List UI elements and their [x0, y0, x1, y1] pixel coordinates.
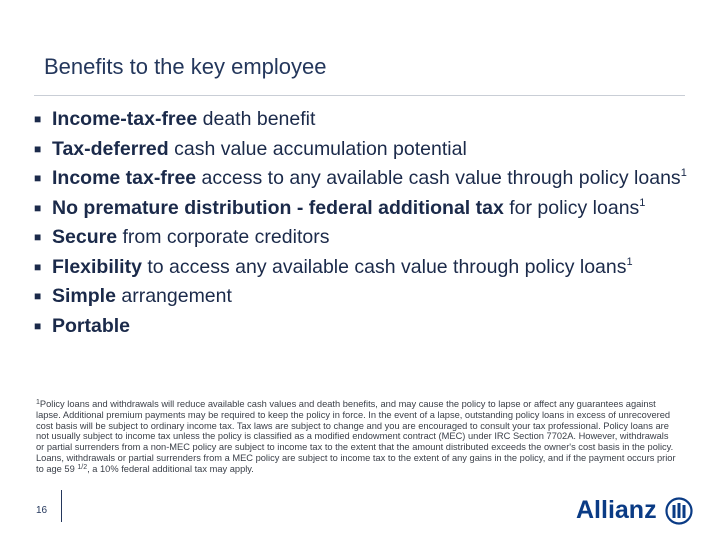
brand-name: Allianz — [576, 496, 657, 524]
bullet-text: arrangement — [115, 285, 232, 307]
bullet-marker-icon: ■ — [34, 318, 42, 333]
bullet-item — [34, 135, 704, 165]
bullet-text: death benefit — [197, 108, 316, 130]
page-number-divider — [61, 490, 62, 522]
bullet-text: from corporate creditors — [117, 226, 330, 248]
bullet-bold: Tax-deferred — [52, 137, 169, 160]
allianz-eagle-icon — [665, 497, 693, 525]
bullet-bold: Simple — [52, 285, 116, 307]
brand-logo — [576, 496, 693, 525]
footnote-marker: 1 — [36, 399, 40, 406]
bullet-text: for policy loans — [503, 196, 640, 219]
bullet-item — [34, 312, 704, 342]
bullet-bold: Secure — [52, 226, 118, 248]
page-number: 16 — [36, 505, 48, 516]
bullet-item — [34, 105, 704, 135]
bullet-marker-icon: ■ — [34, 141, 42, 156]
bullet-item — [34, 253, 704, 283]
bullet-text: access to any available cash value through policy loans — [196, 167, 681, 189]
bullet-bold: Income tax-free — [52, 167, 197, 189]
bullet-item — [34, 164, 704, 194]
bullet-marker-icon: ■ — [34, 112, 42, 126]
slide-title: Benefits to the key employee — [44, 54, 327, 79]
bullet-text: cash value accumulation potential — [168, 137, 467, 160]
age-fraction: 1/2 — [77, 463, 88, 471]
footnote-text: Policy loans and withdrawals will reduce available cash values and death benefits, and may cause the policy to lapse or affect any guarantees against lapse. Additional premium payments may be required to keep the policy in force. In the event of a lapse, outstanding policy loans in excess of unrecovered cost basis will be subject to ordinary income tax. Tax laws are subject to change and you are encouraged to consult your tax professional. Policy loans are not usually subject to income tax unless the policy is classified as a modified endowment contract (MEC) under IRC Section 7702A. However, withdrawals or partial surrenders from a non-MEC policy are subject to income tax to the extent that the amount distributed exceeds the owner's cost basis in the policy. Loans, withdrawals or partial surrenders from a MEC policy are subject to income tax to the extent of any gains in the policy, and if the payment occurs prior to age 59 — [36, 399, 676, 474]
bullet-bold: No premature distribution - federal additional tax — [52, 196, 504, 219]
bullet-bold: Income-tax-free — [52, 108, 198, 130]
bullet-marker-icon: ■ — [34, 200, 42, 215]
footnote-ref: 1 — [626, 255, 633, 268]
bullet-bold: Portable — [52, 314, 131, 337]
bullet-marker-icon: ■ — [34, 230, 42, 244]
benefits-list — [34, 105, 704, 341]
footnote-ref: 1 — [680, 167, 687, 179]
bullet-item — [34, 282, 704, 312]
bullet-item — [34, 194, 704, 224]
bullet-marker-icon: ■ — [34, 259, 42, 274]
bullet-item — [34, 223, 704, 253]
footnote-text-end: , a 10% federal additional tax may apply. — [87, 463, 254, 474]
footnote-ref: 1 — [639, 196, 646, 209]
bullet-marker-icon: ■ — [34, 289, 42, 303]
bullet-bold: Flexibility — [52, 255, 142, 278]
footnote — [36, 399, 676, 475]
title-divider — [34, 95, 685, 96]
bullet-marker-icon: ■ — [34, 171, 42, 185]
bullet-text: to access any available cash value through policy loans — [141, 255, 627, 278]
